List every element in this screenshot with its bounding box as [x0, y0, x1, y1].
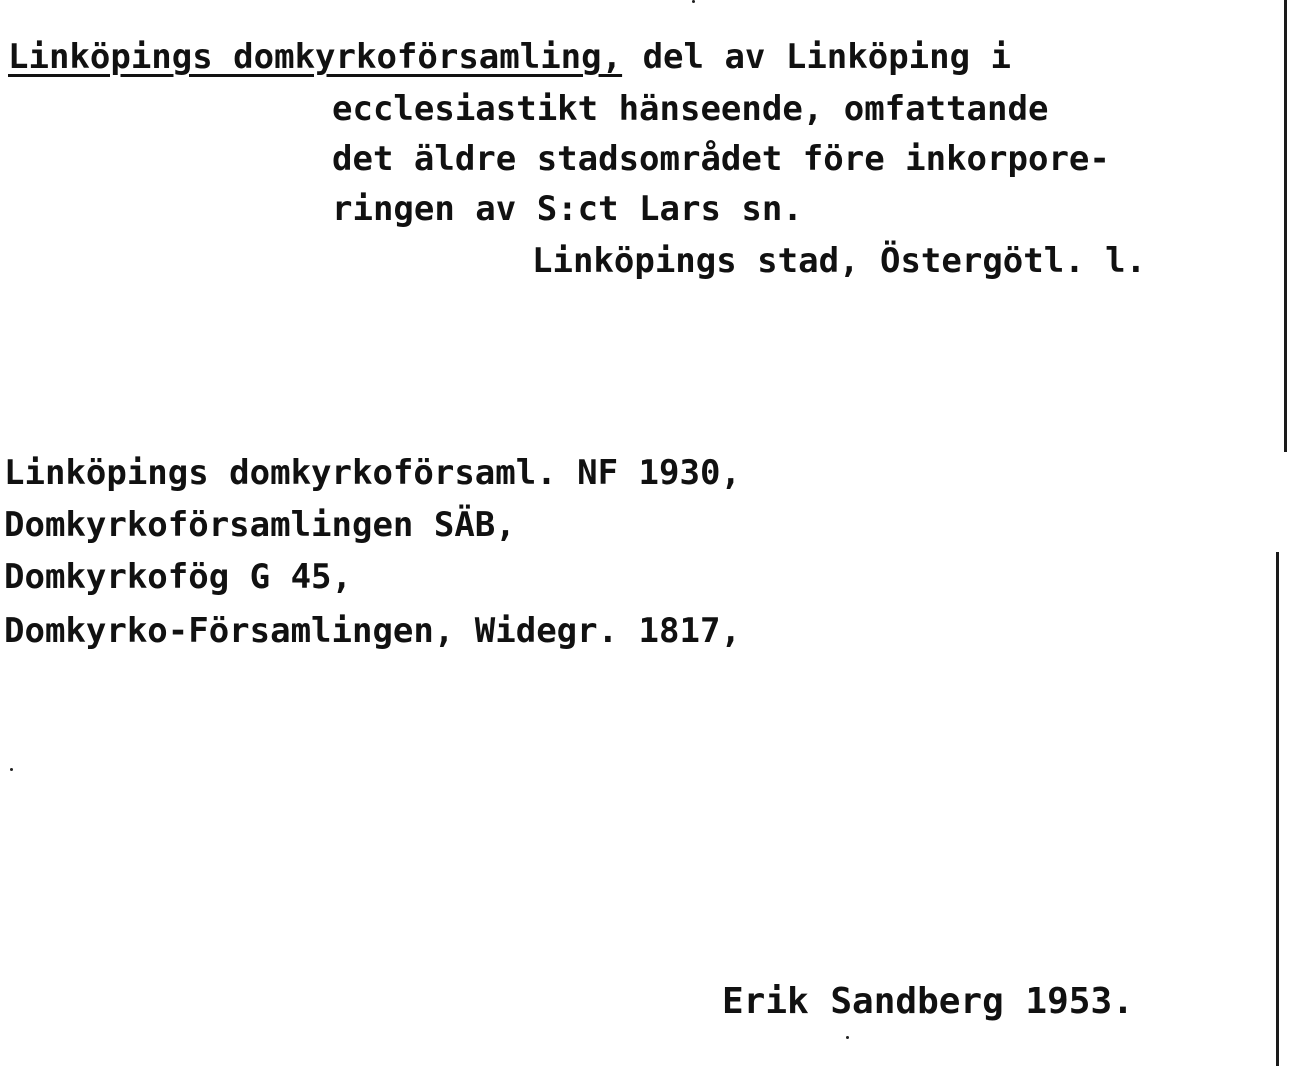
heading-line [8, 37, 1012, 77]
description-line-3: ringen av S:ct Lars sn. [332, 189, 803, 229]
source-line-2: Domkyrkoförsamlingen SÄB, [4, 505, 516, 545]
scan-speck [846, 1036, 849, 1039]
description-line-2: det äldre stadsområdet före inkorpore- [332, 139, 1110, 179]
description-line-1: ecclesiastikt hänseende, omfattande [332, 89, 1049, 129]
heading-term: Linköpings domkyrkoförsamling, [8, 37, 623, 77]
source-line-4: Domkyrko-Församlingen, Widegr. 1817, [4, 611, 741, 651]
source-line-1: Linköpings domkyrkoförsaml. NF 1930, [4, 453, 741, 493]
source-line-3: Domkyrkofög G 45, [4, 557, 352, 597]
card-edge-line-bottom [1276, 552, 1279, 1066]
signature-line: Erik Sandberg 1953. [722, 981, 1134, 1022]
scan-speck [10, 768, 13, 771]
scan-speck [692, 0, 695, 3]
heading-rest: del av Linköping i [622, 37, 1012, 77]
card-edge-line-top [1284, 0, 1287, 452]
location-line: Linköpings stad, Östergötl. l. [532, 241, 1147, 281]
